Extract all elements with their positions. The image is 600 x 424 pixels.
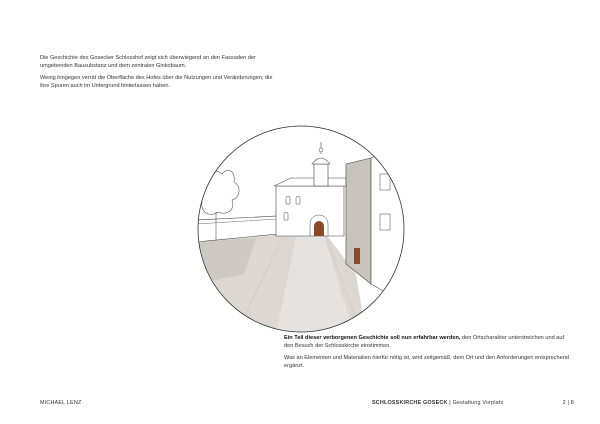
intro-text (40, 54, 280, 94)
body-text (284, 334, 574, 374)
footer-project-title: SCHLOSSKIRCHE GOSECK (372, 400, 448, 406)
footer-author: MICHAEL LENZ (40, 400, 82, 406)
right-building-shade (346, 158, 371, 284)
church-portal (314, 221, 324, 236)
schlosshof-sketch-illustration (196, 124, 406, 334)
intro-paragraph-2: Wenig hingegen verrät die Oberfläche des Hofes über die Nutzungen und Veränderungen, die ihre Spuren auch im Untergrund hinterlassen haben. (40, 75, 273, 89)
footer-separator: | (447, 400, 453, 406)
footer-project-subtitle: Gestaltung Vorplatz (452, 400, 504, 406)
footer-page-number: 2 | 8 (562, 400, 574, 406)
body-paragraph-1 (284, 334, 574, 350)
body-lead-rest: den Ortscharakter unterstreichen und auf den Besuch der Schlosskirche einstimmen. (284, 335, 565, 349)
intro-paragraph-1: Die Geschichte des Gosecker Schlosshof zeigt sich überwiegend an den Fassaden der umgebenden Bausubstanz und dem zentralen Ginkobaum. (40, 55, 256, 69)
body-lead-bold: Ein Teil dieser verborgenen Geschichte soll nun erfahrbar werden, (284, 335, 461, 341)
church-tower (314, 164, 328, 186)
body-paragraph-2: Was an Elementen und Materialien hierfür nötig ist, wird zeitgemäß, dem Ort und den Anforderungen entsprechend ergänzt. (284, 355, 569, 369)
footer-project (372, 400, 503, 406)
